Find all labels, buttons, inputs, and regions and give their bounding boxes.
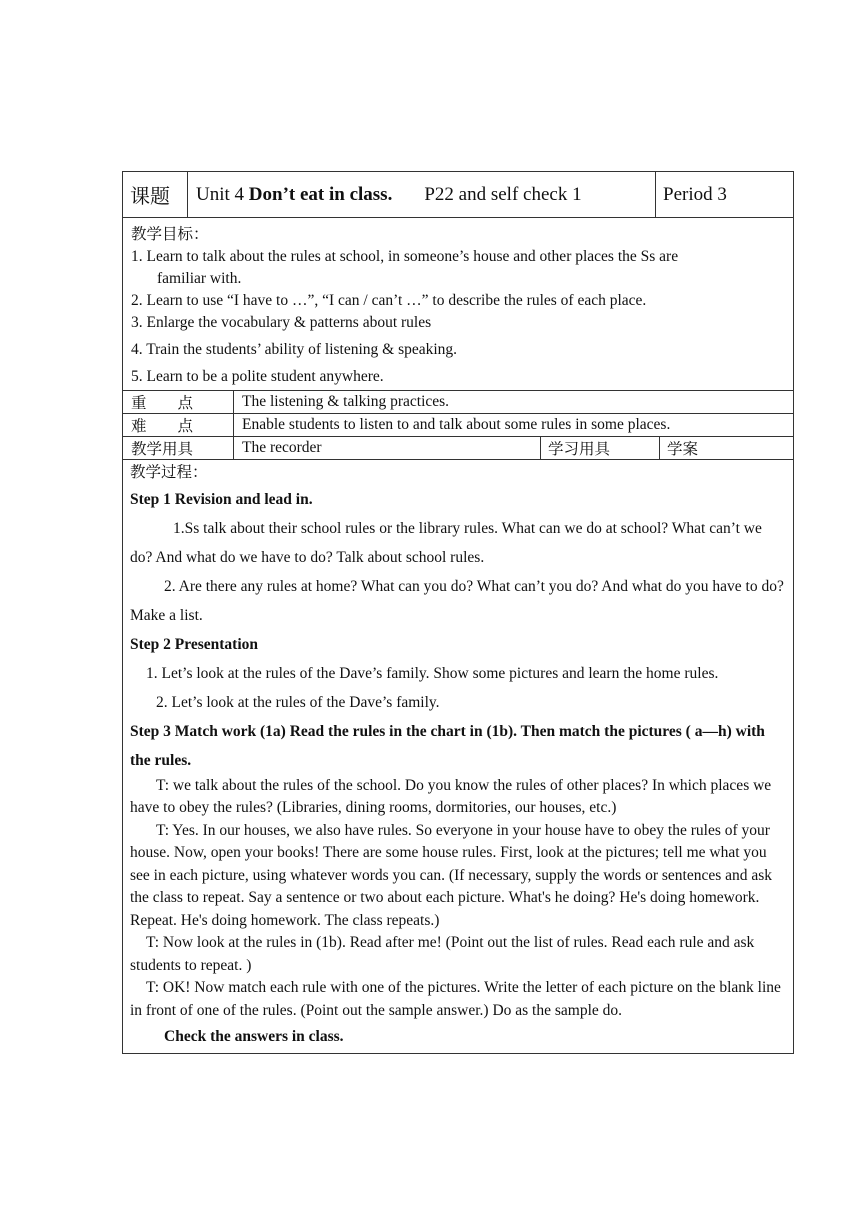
step-3-paragraph: T: we talk about the rules of the school. Do you know the rules of other places? In which places we have to obey the rules? (Libraries, dining rooms, dormitories, our houses, etc.) xyxy=(130,776,772,816)
objective-item: 4. Train the students’ ability of listening & speaking. xyxy=(131,341,458,358)
lesson-title xyxy=(188,172,656,217)
learning-tools-label: 学习用具 xyxy=(541,437,660,459)
objective-item: 1. Learn to talk about the rules at school, in someone’s house and other places the Ss are xyxy=(131,248,679,265)
step-3-title: Step 3 Match work (1a) Read the rules in the chart in (1b). Then match the pictures ( a—h) with the rules. xyxy=(130,722,765,769)
objective-item: 2. Learn to use “I have to …”, “I can / can’t …” to describe the rules of each place. xyxy=(131,292,647,309)
step-2-paragraph: 2. Let’s look at the rules of the Dave’s family. xyxy=(156,693,440,711)
step-2-title: Step 2 Presentation xyxy=(130,635,259,653)
difficult-points-row xyxy=(122,413,794,436)
teaching-tools-value: The recorder xyxy=(234,437,541,459)
objectives-section xyxy=(122,217,794,390)
period-label: Period 3 xyxy=(663,183,727,205)
step-1-title: Step 1 Revision and lead in. xyxy=(130,490,313,508)
unit-prefix: Unit 4 xyxy=(196,183,245,205)
step-1-paragraph: 2. Are there any rules at home? What can you do? What can’t you do? And what do you have to do? Make a list. xyxy=(130,577,784,624)
difficult-points-value: Enable students to listen to and talk about some rules in some places. xyxy=(242,416,671,433)
unit-title: Don’t eat in class. xyxy=(248,183,393,205)
process-title: 教学过程： xyxy=(130,464,208,481)
objective-item: 3. Enlarge the vocabulary & patterns about rules xyxy=(131,314,432,331)
step-3-paragraph: T: Yes. In our houses, we also have rules. So everyone in your house have to obey the rules of your house. Now, open your books! There are some house rules. First, look at the pictures; tell me what you see in each picture, using whatever words you can. (If necessary, supply the words or sentences and ask the class to repeat. Say a sentence or two about each picture. What's he doing? He's doing homework. Repeat. He's doing homework. The class repeats.) xyxy=(130,821,773,929)
key-points-label: 重 点 xyxy=(123,391,234,413)
step-3-paragraph: T: Now look at the rules in (1b). Read after me! (Point out the list of rules. Read each rule and ask students to repeat. ) xyxy=(130,934,755,974)
objectives-title: 教学目标： xyxy=(131,226,209,243)
check-answers-line: Check the answers in class. xyxy=(164,1028,344,1045)
step-1-paragraph: 1.Ss talk about their school rules or the library rules. What can we do at school? What can’t we do? And what do we have to do? Talk about school rules. xyxy=(130,519,762,566)
step-2-paragraph: 1. Let’s look at the rules of the Dave’s family. Show some pictures and learn the home rules. xyxy=(146,664,719,682)
learning-tools-value: 学案 xyxy=(667,441,699,458)
objective-item: familiar with. xyxy=(157,270,242,287)
pages-ref: P22 and self check 1 xyxy=(424,183,582,205)
header-row xyxy=(122,171,794,217)
key-points-row xyxy=(122,390,794,413)
objective-item: 5. Learn to be a polite student anywhere. xyxy=(131,368,384,385)
lesson-plan-table xyxy=(122,171,794,1054)
step-3-paragraph: T: OK! Now match each rule with one of the pictures. Write the letter of each picture on the blank line in front of one of the rules. (Point out the sample answer.) Do as the sample do. xyxy=(130,979,781,1019)
teaching-tools-label: 教学用具 xyxy=(123,437,234,459)
difficult-points-label: 难 点 xyxy=(123,414,234,436)
key-points-value: The listening & talking practices. xyxy=(242,393,450,410)
topic-label: 课题 xyxy=(123,172,188,217)
process-section xyxy=(122,459,794,1054)
tools-row xyxy=(122,436,794,459)
